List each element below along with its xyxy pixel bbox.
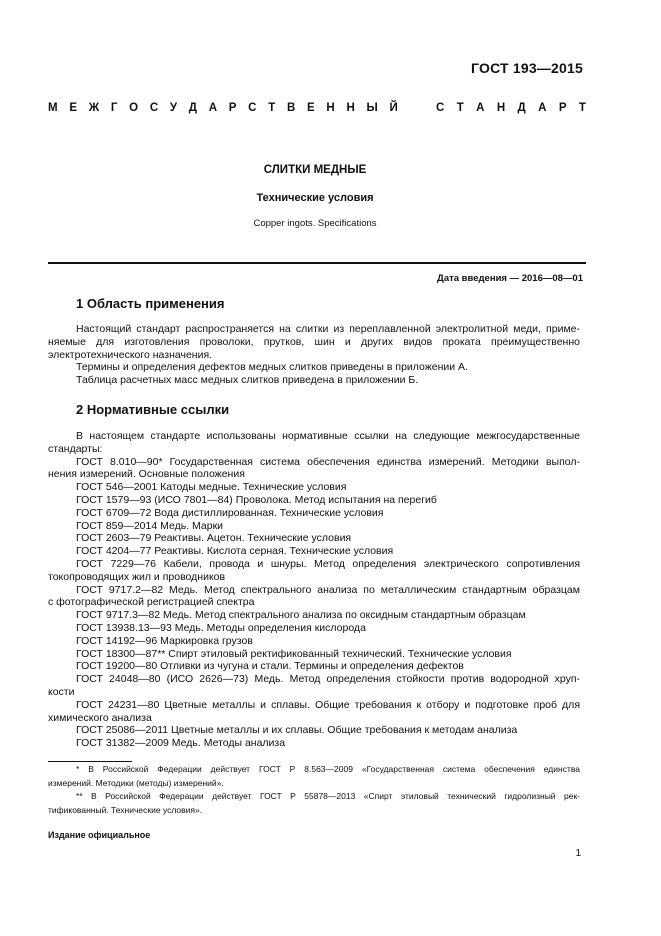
interstate-standard-heading xyxy=(48,102,586,114)
section-body-scope xyxy=(48,323,580,387)
footnote-2 xyxy=(48,789,580,817)
page-number: 1 xyxy=(575,848,581,859)
reference-line: кости xyxy=(48,685,75,698)
reference-line: химического анализа xyxy=(48,711,152,724)
reference-line: с фотографической регистрацией спектра xyxy=(48,596,255,609)
footnote-line: * В Российской Федерации действует ГОСТ Р 8.563—2009 «Государственная система обеспечения единства xyxy=(76,764,580,774)
document-subtitle: Технические условия xyxy=(256,192,374,204)
reference-line: ГОСТ 546—2001 Катоды медные. Технические условия xyxy=(76,481,347,494)
reference-line: ГОСТ 2603—79 Реактивы. Ацетон. Технические условия xyxy=(76,532,352,545)
footnote-line: измерений. Методики (методы) измерений». xyxy=(48,778,224,788)
section-heading-references: 2 Нормативные ссылки xyxy=(76,402,230,417)
text-line: Термины и определения дефектов медных слитков приведены в приложении А. xyxy=(76,361,468,374)
reference-line: ГОСТ 8.010—90* Государственная система обеспечения единства измерений. Методики выпол- xyxy=(76,455,580,468)
reference-line: токопроводящих жил и проводников xyxy=(48,570,226,583)
text-line: Таблица расчетных масс медных слитков приведена в приложении Б. xyxy=(76,374,419,387)
text-line: электротехнического назначения. xyxy=(48,348,213,361)
header-divider xyxy=(48,262,586,264)
reference-line: ГОСТ 25086—2011 Цветные металлы и их сплавы. Общие требования к методам анализа xyxy=(76,724,518,737)
text-line: стандарты: xyxy=(48,442,103,455)
reference-line: ГОСТ 24231—80 Цветные металлы и сплавы. Общие требования к отбору и подготовке проб для xyxy=(76,698,580,711)
document-title: СЛИТКИ МЕДНЫЕ xyxy=(263,164,367,176)
reference-line: ГОСТ 19200—80 Отливки из чугуна и стали. Термины и определения дефектов xyxy=(76,660,464,673)
edition-note: Издание официальное xyxy=(48,830,151,840)
reference-line: ГОСТ 7229—76 Кабели, провода и шнуры. Метод определения электрического сопротивления xyxy=(76,557,580,570)
introduction-date: Дата введения — 2016—08—01 xyxy=(437,273,583,284)
reference-line: нения измерений. Основные положения xyxy=(48,468,245,481)
document-code: ГОСТ 193—2015 xyxy=(471,60,583,76)
section-body-references xyxy=(48,430,580,750)
reference-line: ГОСТ 31382—2009 Медь. Методы анализа xyxy=(76,737,286,750)
reference-line: ГОСТ 9717.2—82 Медь. Метод спектрального анализа по металлическим стандартным образцам xyxy=(76,583,580,596)
section-heading-scope: 1 Область применения xyxy=(76,296,225,311)
reference-line: ГОСТ 1579—93 (ИСО 7801—84) Проволока. Метод испытания на перегиб xyxy=(76,493,437,506)
footnote-line: тификованный. Технические условия». xyxy=(48,805,203,815)
standard-word: С Т А Н Д А Р Т xyxy=(436,102,586,114)
english-title: Copper ingots. Specifications xyxy=(253,218,377,229)
reference-line: ГОСТ 9717.3—82 Медь. Метод спектрального анализа по оксидным стандартным образцам xyxy=(76,609,526,622)
footnote-1 xyxy=(48,762,580,790)
interstate-word: М Е Ж Г О С У Д А Р С Т В Е Н Н Ы Й xyxy=(48,102,398,114)
reference-line: ГОСТ 14192—96 Маркировка грузов xyxy=(76,634,253,647)
text-line: Настоящий стандарт распространяется на слитки из переплавленной электролитной меди, приме- xyxy=(76,323,580,335)
reference-line: ГОСТ 4204—77 Реактивы. Кислота серная. Технические условия xyxy=(76,545,394,558)
text-line: В настоящем стандарте использованы нормативные ссылки на следующие межгосударственные xyxy=(76,430,580,442)
reference-line: ГОСТ 24048—80 (ИСО 2626—73) Медь. Метод определения стойкости против водородной хруп- xyxy=(76,673,580,686)
reference-line: ГОСТ 18300—87** Спирт этиловый ректификованный технический. Технические условия xyxy=(76,647,512,660)
text-line: няемые для изготовления проволоки, прутков, шин и других видов проката преимущественно xyxy=(48,335,580,348)
reference-line: ГОСТ 13938.13—93 Медь. Методы определения кислорода xyxy=(76,621,366,634)
footnote-line: ** В Российской Федерации действует ГОСТ Р 55878—2013 «Спирт этиловый технический гидролизный рек- xyxy=(76,791,580,801)
reference-line: ГОСТ 6709—72 Вода дистиллированная. Технические условия xyxy=(76,506,384,519)
reference-line: ГОСТ 859—2014 Медь. Марки xyxy=(76,519,224,532)
